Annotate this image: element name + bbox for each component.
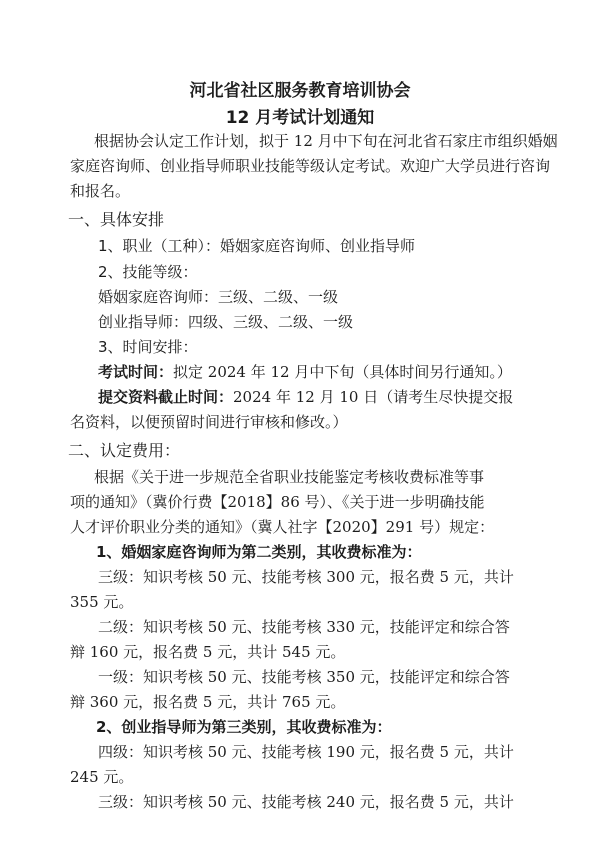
deadline-continued: 名资料，以便预留时间进行审核和修改。） [70, 413, 348, 431]
item-occupation: 1、职业（工种）：婚姻家庭咨询师、创业指导师 [98, 237, 416, 255]
title-line-1: 河北省社区服务教育培训协会 [189, 81, 411, 101]
intro-line-3: 和报名。 [70, 182, 131, 200]
marriage-fee-heading: 1、婚姻家庭咨询师为第二类别，其收费标准为： [96, 543, 422, 561]
basis-line-2: 项的通知》（冀价行费【2018】86 号）、《关于进一步明确技能 [70, 493, 485, 511]
marriage-level1-fee-cont: 辩 360 元，报名费 5 元，共计 765 元。 [70, 693, 346, 711]
marriage-level1-fee: 一级：知识考核 50 元、技能考核 350 元，技能评定和综合答 [98, 668, 510, 686]
section-2-heading: 二、认定费用： [68, 441, 181, 460]
startup-level4-fee-cont: 245 元。 [70, 768, 134, 786]
item-schedule: 3、时间安排： [98, 338, 198, 356]
deadline-row [98, 386, 513, 408]
startup-fee-heading: 2、创业指导师为第三类别，其收费标准为： [96, 718, 392, 736]
deadline-label: 提交资料截止时间： [98, 388, 234, 406]
basis-line-1: 根据《关于进一步规范全省职业技能鉴定考核收费标准等事 [94, 468, 485, 486]
deadline-value: 2024 年 12 月 10 日（请考生尽快提交报 [233, 388, 514, 406]
startup-level4-fee: 四级：知识考核 50 元、技能考核 190 元，报名费 5 元，共计 [98, 743, 514, 761]
exam-time-row [98, 361, 512, 383]
exam-time-value: 拟定 2024 年 12 月中下旬（具体时间另行通知。） [173, 363, 512, 381]
level-marriage-counselor: 婚姻家庭咨询师：三级、二级、一级 [98, 288, 339, 306]
level-startup-mentor: 创业指导师：四级、三级、二级、一级 [98, 313, 354, 331]
marriage-level3-fee-cont: 355 元。 [70, 593, 134, 611]
item-skill-level: 2、技能等级： [98, 263, 198, 281]
marriage-level2-fee: 二级：知识考核 50 元、技能考核 330 元，技能评定和综合答 [98, 618, 510, 636]
basis-line-3: 人才评价职业分类的通知》（冀人社字【2020】291 号）规定： [70, 518, 495, 536]
title-line-2: 12 月考试计划通知 [225, 108, 375, 128]
marriage-level2-fee-cont: 辩 160 元，报名费 5 元，共计 545 元。 [70, 643, 346, 661]
intro-line-1: 根据协会认定工作计划，拟于 12 月中下旬在河北省石家庄市组织婚姻 [94, 132, 558, 150]
section-1-heading: 一、具体安排 [68, 210, 165, 229]
exam-time-label: 考试时间： [98, 363, 174, 381]
marriage-level3-fee: 三级：知识考核 50 元、技能考核 300 元，报名费 5 元，共计 [98, 568, 514, 586]
intro-line-2: 家庭咨询师、创业指导师职业技能等级认定考试。欢迎广大学员进行咨询 [70, 157, 551, 175]
startup-level3-fee: 三级：知识考核 50 元、技能考核 240 元，报名费 5 元，共计 [98, 793, 514, 811]
